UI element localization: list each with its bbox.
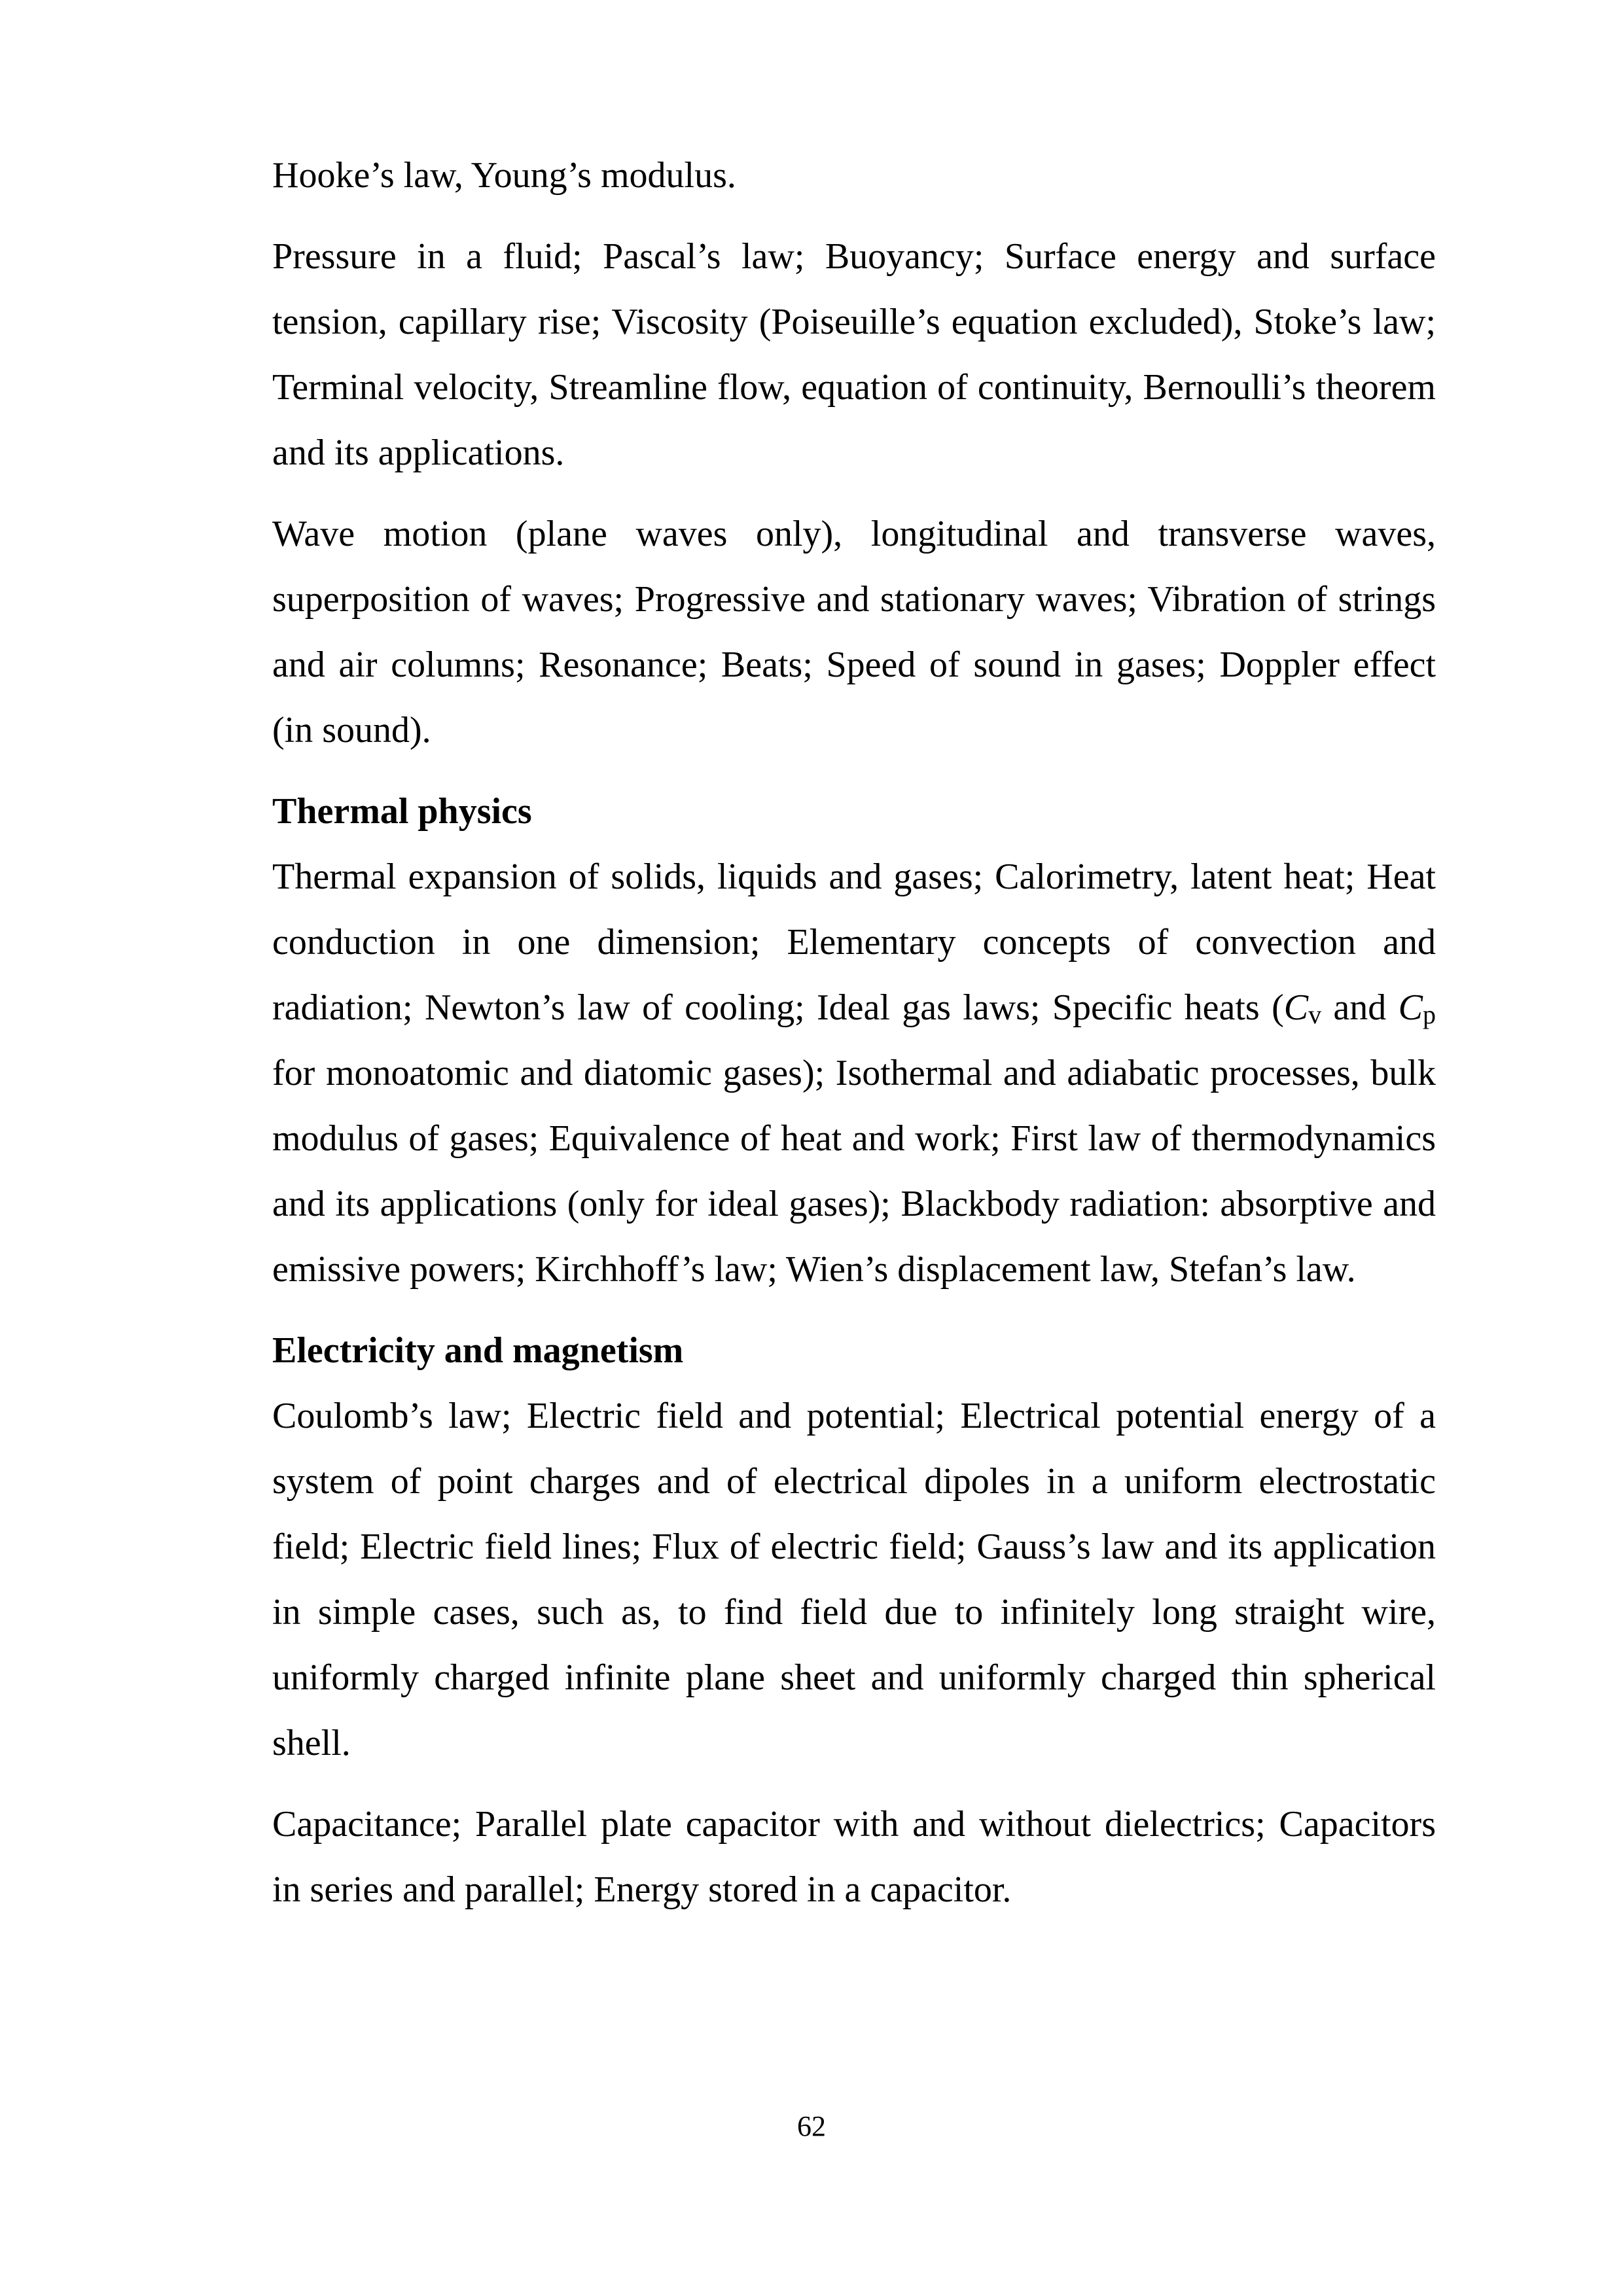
page-content (272, 143, 1436, 1922)
paragraph-elasticity: Hooke’s law, Young’s modulus. (272, 155, 736, 196)
paragraph-capacitance: Capacitance; Parallel plate capacitor with and without dielectrics; Capacitors in series and parallel; Energy stored in a capacitor. (272, 1804, 1436, 1910)
cv-symbol: C (1283, 987, 1309, 1028)
cp-subscript: p (1423, 1000, 1436, 1029)
cv-subscript: v (1308, 1000, 1322, 1029)
paragraph-electricity: Coulomb’s law; Electric field and potential; Electrical potential energy of a system of point charges and of electrical dipoles in a uniform electrostatic field; Electric field lines; Flux of electric field; Gauss’s law and its application in simple cases, such as, to find field due to infinitely long straight wire, uniformly charged infinite plane sheet and uniformly charged thin spherical shell. (272, 1396, 1436, 1763)
paragraph-waves: Wave motion (plane waves only), longitudinal and transverse waves, superposition of waves; Progressive and stationary waves; Vibration of strings and air columns; Resonance; Beats; Speed of sound in gases; Doppler effect (in sound). (272, 514, 1436, 751)
page-number: 62 (797, 2110, 826, 2142)
section-heading-electricity-magnetism: Electricity and magnetism (272, 1330, 684, 1371)
cp-symbol: C (1398, 987, 1423, 1028)
thermal-and: and (1321, 987, 1399, 1028)
thermal-text-part-a: Thermal expansion of solids, liquids and gases; Calorimetry, latent heat; Heat conduction in one dimension; Elementary concepts of convection and radiation; Newton’s law of cooling; Ideal gas laws; Specific heats ( (272, 857, 1436, 1028)
section-heading-thermal-physics: Thermal physics (272, 791, 532, 832)
paragraph-fluids: Pressure in a fluid; Pascal’s law; Buoyancy; Surface energy and surface tension, capillary rise; Viscosity (Poiseuille’s equation excluded), Stoke’s law; Terminal velocity, Streamline flow, equation of continuity, Bernoulli’s theorem and its applications. (272, 236, 1436, 473)
paragraph-thermal-physics (272, 844, 1436, 1302)
thermal-text-part-b: for monoatomic and diatomic gases); Isothermal and adiabatic processes, bulk modulus of gases; Equivalence of heat and work; First law of thermodynamics and its applications (only for ideal gases); Blackbody radiation: absorptive and emissive powers; Kirchhoff’s law; Wien’s displacement law, Stefan’s law. (272, 1053, 1436, 1290)
